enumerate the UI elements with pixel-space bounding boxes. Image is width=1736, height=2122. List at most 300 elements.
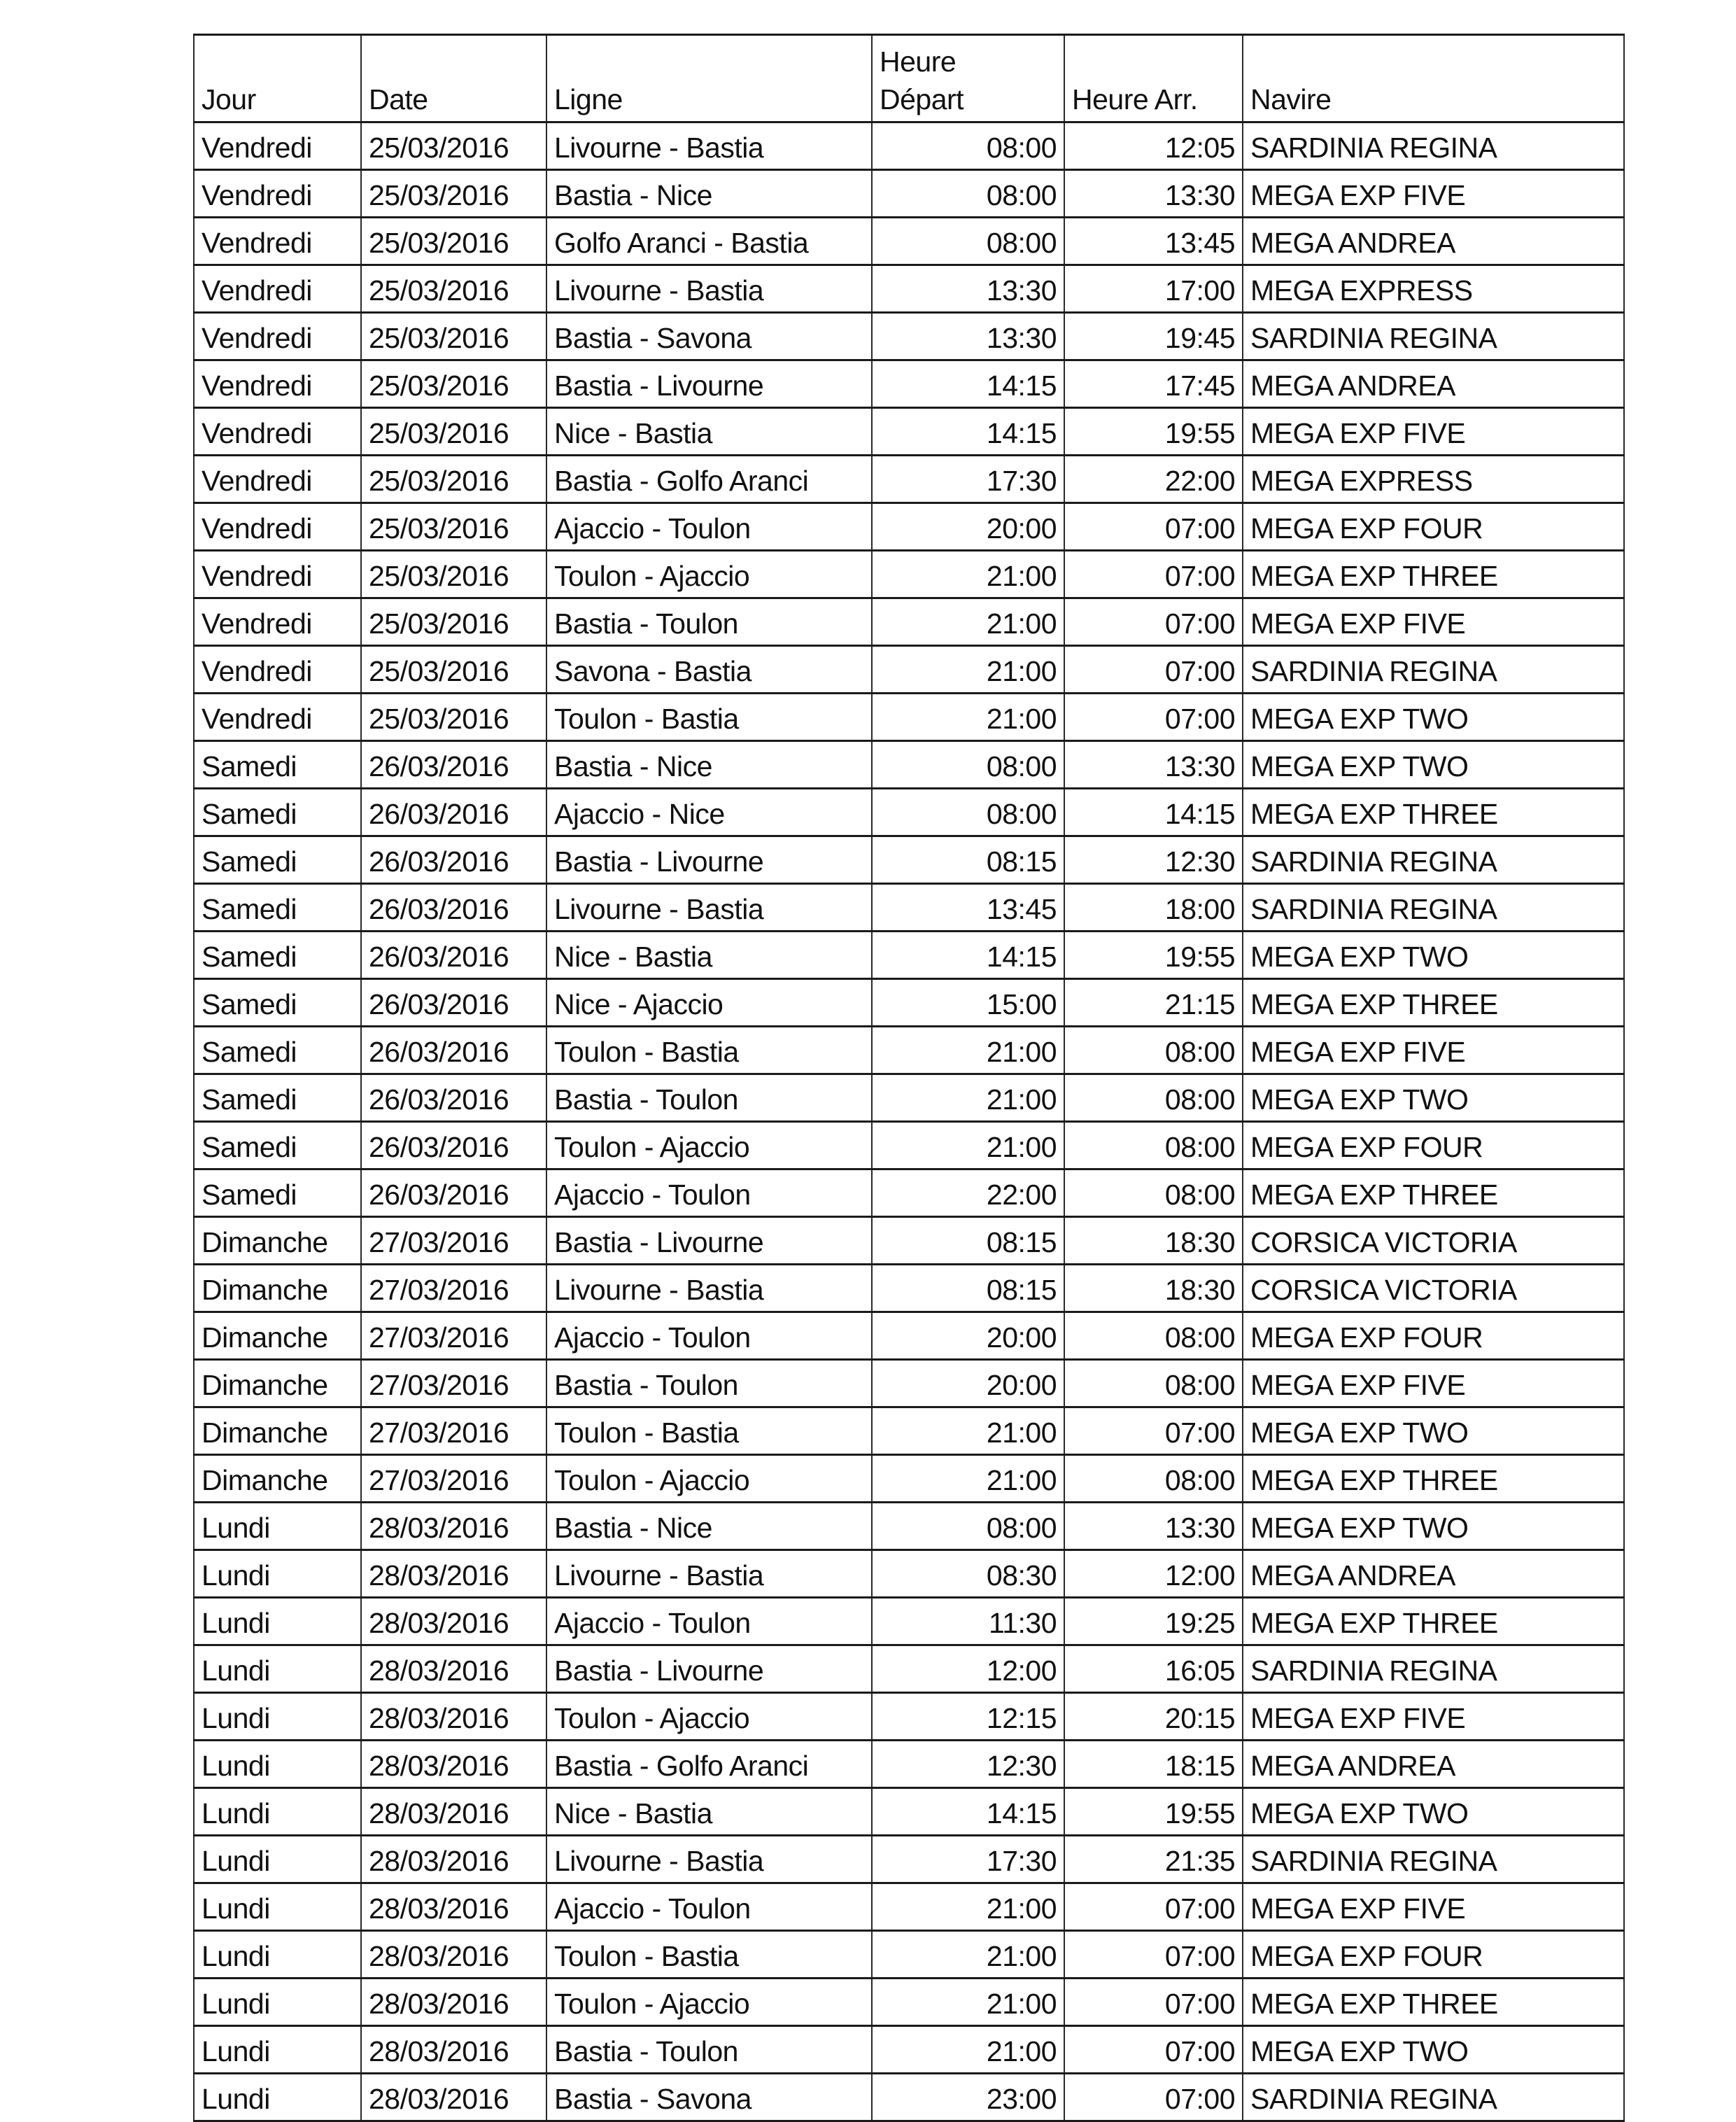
cell-date: 28/03/2016: [361, 1693, 546, 1741]
cell-jour: Vendredi: [194, 646, 361, 694]
cell-heure-arrivee: 08:00: [1064, 1122, 1243, 1169]
cell-ligne: Bastia - Savona: [546, 313, 872, 360]
cell-jour: Lundi: [194, 1741, 361, 1788]
cell-date: 26/03/2016: [361, 1122, 546, 1169]
cell-jour: Vendredi: [194, 503, 361, 551]
cell-ligne: Nice - Ajaccio: [546, 979, 872, 1027]
header-heure-depart: [872, 35, 1064, 122]
cell-heure-arrivee: 07:00: [1064, 2026, 1243, 2074]
cell-heure-arrivee: 21:15: [1064, 979, 1243, 1027]
cell-date: 25/03/2016: [361, 456, 546, 503]
cell-jour: Dimanche: [194, 1360, 361, 1407]
cell-ligne: Toulon - Ajaccio: [546, 1455, 872, 1503]
cell-date: 28/03/2016: [361, 2074, 546, 2121]
cell-navire: SARDINIA REGINA: [1243, 1645, 1624, 1693]
cell-heure-arrivee: 12:05: [1064, 122, 1243, 170]
header-ligne: Ligne: [546, 35, 872, 122]
cell-jour: Dimanche: [194, 1265, 361, 1312]
cell-jour: Vendredi: [194, 265, 361, 313]
cell-ligne: Nice - Bastia: [546, 408, 872, 456]
cell-navire: MEGA EXP FIVE: [1243, 1027, 1624, 1074]
cell-jour: Lundi: [194, 2074, 361, 2121]
cell-jour: Vendredi: [194, 694, 361, 741]
cell-heure-arrivee: 17:45: [1064, 360, 1243, 408]
cell-heure-arrivee: 21:35: [1064, 1836, 1243, 1883]
cell-heure-depart: 21:00: [872, 2026, 1064, 2074]
cell-date: 25/03/2016: [361, 313, 546, 360]
cell-date: 28/03/2016: [361, 1741, 546, 1788]
table-row: [194, 646, 1624, 694]
cell-jour: Samedi: [194, 1027, 361, 1074]
cell-ligne: Bastia - Toulon: [546, 1074, 872, 1122]
cell-heure-depart: 13:30: [872, 313, 1064, 360]
cell-date: 27/03/2016: [361, 1360, 546, 1407]
cell-jour: Vendredi: [194, 313, 361, 360]
cell-heure-depart: 08:00: [872, 741, 1064, 789]
cell-heure-arrivee: 18:00: [1064, 884, 1243, 932]
table-row: [194, 979, 1624, 1027]
cell-date: 25/03/2016: [361, 503, 546, 551]
cell-date: 25/03/2016: [361, 598, 546, 646]
cell-navire: MEGA EXP FOUR: [1243, 1312, 1624, 1360]
cell-date: 25/03/2016: [361, 122, 546, 170]
cell-jour: Vendredi: [194, 122, 361, 170]
cell-heure-arrivee: 07:00: [1064, 598, 1243, 646]
cell-heure-arrivee: 17:00: [1064, 265, 1243, 313]
cell-heure-arrivee: 08:00: [1064, 1360, 1243, 1407]
cell-heure-arrivee: 08:00: [1064, 1027, 1243, 1074]
cell-date: 28/03/2016: [361, 1550, 546, 1598]
cell-ligne: Livourne - Bastia: [546, 265, 872, 313]
cell-navire: MEGA EXP FOUR: [1243, 1931, 1624, 1979]
table-row: [194, 1312, 1624, 1360]
table-row: [194, 1169, 1624, 1217]
cell-date: 28/03/2016: [361, 1931, 546, 1979]
cell-date: 28/03/2016: [361, 1883, 546, 1931]
cell-navire: MEGA EXP TWO: [1243, 694, 1624, 741]
cell-date: 25/03/2016: [361, 265, 546, 313]
cell-ligne: Bastia - Golfo Aranci: [546, 1741, 872, 1788]
table-row: [194, 741, 1624, 789]
cell-date: 25/03/2016: [361, 551, 546, 598]
cell-heure-arrivee: 18:15: [1064, 1741, 1243, 1788]
cell-heure-arrivee: 20:15: [1064, 1693, 1243, 1741]
table-row: [194, 360, 1624, 408]
header-jour: Jour: [194, 35, 361, 122]
cell-ligne: Golfo Aranci - Bastia: [546, 218, 872, 265]
table-row: [194, 1836, 1624, 1883]
cell-date: 26/03/2016: [361, 979, 546, 1027]
cell-date: 26/03/2016: [361, 789, 546, 836]
cell-heure-depart: 14:15: [872, 932, 1064, 979]
cell-date: 25/03/2016: [361, 218, 546, 265]
cell-navire: SARDINIA REGINA: [1243, 122, 1624, 170]
cell-heure-arrivee: 19:55: [1064, 932, 1243, 979]
cell-heure-arrivee: 19:25: [1064, 1598, 1243, 1645]
cell-heure-arrivee: 08:00: [1064, 1455, 1243, 1503]
cell-ligne: Nice - Bastia: [546, 1788, 872, 1836]
table-row: [194, 1122, 1624, 1169]
table-row: [194, 218, 1624, 265]
cell-heure-depart: 20:00: [872, 1312, 1064, 1360]
cell-heure-arrivee: 08:00: [1064, 1074, 1243, 1122]
cell-heure-depart: 08:00: [872, 1503, 1064, 1550]
cell-date: 28/03/2016: [361, 1979, 546, 2026]
cell-heure-depart: 20:00: [872, 503, 1064, 551]
cell-ligne: Ajaccio - Toulon: [546, 1883, 872, 1931]
cell-ligne: Bastia - Livourne: [546, 1645, 872, 1693]
cell-jour: Samedi: [194, 884, 361, 932]
cell-jour: Samedi: [194, 1074, 361, 1122]
table-row: [194, 1027, 1624, 1074]
cell-heure-depart: 12:00: [872, 1645, 1064, 1693]
cell-navire: MEGA EXP THREE: [1243, 1598, 1624, 1645]
cell-navire: MEGA EXPRESS: [1243, 265, 1624, 313]
cell-navire: MEGA EXP FIVE: [1243, 408, 1624, 456]
cell-heure-arrivee: 22:00: [1064, 456, 1243, 503]
cell-heure-depart: 13:30: [872, 265, 1064, 313]
cell-heure-depart: 21:00: [872, 1883, 1064, 1931]
cell-date: 27/03/2016: [361, 1455, 546, 1503]
cell-heure-depart: 14:15: [872, 408, 1064, 456]
cell-jour: Lundi: [194, 1645, 361, 1693]
cell-ligne: Toulon - Bastia: [546, 1027, 872, 1074]
table-row: [194, 884, 1624, 932]
table-row: [194, 1503, 1624, 1550]
cell-date: 26/03/2016: [361, 932, 546, 979]
cell-jour: Vendredi: [194, 456, 361, 503]
cell-heure-arrivee: 19:55: [1064, 408, 1243, 456]
cell-date: 26/03/2016: [361, 884, 546, 932]
cell-heure-depart: 14:15: [872, 1788, 1064, 1836]
table-row: [194, 313, 1624, 360]
cell-ligne: Livourne - Bastia: [546, 1836, 872, 1883]
cell-ligne: Toulon - Bastia: [546, 1407, 872, 1455]
cell-heure-depart: 08:00: [872, 170, 1064, 218]
cell-jour: Samedi: [194, 979, 361, 1027]
ferry-schedule-table: [193, 34, 1625, 2122]
table-row: [194, 1788, 1624, 1836]
table-row: [194, 1693, 1624, 1741]
cell-jour: Lundi: [194, 1931, 361, 1979]
cell-ligne: Toulon - Bastia: [546, 1931, 872, 1979]
cell-navire: MEGA EXP THREE: [1243, 789, 1624, 836]
table-row: [194, 1979, 1624, 2026]
header-heure-arrivee: Heure Arr.: [1064, 35, 1243, 122]
cell-date: 28/03/2016: [361, 1598, 546, 1645]
cell-heure-depart: 21:00: [872, 551, 1064, 598]
table-row: [194, 456, 1624, 503]
cell-navire: MEGA ANDREA: [1243, 1741, 1624, 1788]
cell-navire: MEGA ANDREA: [1243, 218, 1624, 265]
cell-heure-depart: 08:30: [872, 1550, 1064, 1598]
cell-navire: CORSICA VICTORIA: [1243, 1217, 1624, 1265]
cell-navire: MEGA EXP FOUR: [1243, 503, 1624, 551]
cell-navire: SARDINIA REGINA: [1243, 2074, 1624, 2121]
table-row: [194, 1455, 1624, 1503]
cell-jour: Lundi: [194, 1979, 361, 2026]
cell-heure-arrivee: 18:30: [1064, 1217, 1243, 1265]
cell-navire: MEGA ANDREA: [1243, 1550, 1624, 1598]
cell-navire: MEGA EXP TWO: [1243, 2026, 1624, 2074]
cell-heure-depart: 20:00: [872, 1360, 1064, 1407]
cell-ligne: Toulon - Ajaccio: [546, 1693, 872, 1741]
cell-heure-depart: 13:45: [872, 884, 1064, 932]
table-row: [194, 1550, 1624, 1598]
cell-jour: Lundi: [194, 1550, 361, 1598]
cell-heure-depart: 21:00: [872, 1407, 1064, 1455]
cell-date: 27/03/2016: [361, 1265, 546, 1312]
cell-date: 26/03/2016: [361, 1074, 546, 1122]
cell-heure-arrivee: 07:00: [1064, 1979, 1243, 2026]
cell-ligne: Livourne - Bastia: [546, 884, 872, 932]
cell-ligne: Livourne - Bastia: [546, 1265, 872, 1312]
cell-heure-arrivee: 13:30: [1064, 170, 1243, 218]
cell-ligne: Bastia - Savona: [546, 2074, 872, 2121]
table-row: [194, 2026, 1624, 2074]
cell-heure-depart: 21:00: [872, 1979, 1064, 2026]
cell-ligne: Toulon - Bastia: [546, 694, 872, 741]
table-row: [194, 932, 1624, 979]
table-row: [194, 1598, 1624, 1645]
cell-heure-arrivee: 08:00: [1064, 1169, 1243, 1217]
cell-jour: Lundi: [194, 1836, 361, 1883]
cell-date: 27/03/2016: [361, 1407, 546, 1455]
cell-heure-depart: 23:00: [872, 2074, 1064, 2121]
cell-date: 26/03/2016: [361, 1027, 546, 1074]
cell-heure-arrivee: 08:00: [1064, 1312, 1243, 1360]
cell-ligne: Livourne - Bastia: [546, 1550, 872, 1598]
cell-heure-arrivee: 13:30: [1064, 1503, 1243, 1550]
cell-jour: Dimanche: [194, 1217, 361, 1265]
cell-jour: Samedi: [194, 741, 361, 789]
cell-date: 25/03/2016: [361, 646, 546, 694]
cell-heure-depart: 11:30: [872, 1598, 1064, 1645]
cell-date: 27/03/2016: [361, 1217, 546, 1265]
table-row: [194, 836, 1624, 884]
cell-jour: Vendredi: [194, 170, 361, 218]
table-row: [194, 1407, 1624, 1455]
cell-ligne: Livourne - Bastia: [546, 122, 872, 170]
cell-date: 25/03/2016: [361, 694, 546, 741]
table-row: [194, 170, 1624, 218]
cell-navire: SARDINIA REGINA: [1243, 884, 1624, 932]
cell-ligne: Bastia - Toulon: [546, 1360, 872, 1407]
cell-heure-depart: 21:00: [872, 1122, 1064, 1169]
cell-heure-depart: 08:00: [872, 218, 1064, 265]
cell-jour: Lundi: [194, 2026, 361, 2074]
table-row: [194, 598, 1624, 646]
header-date: Date: [361, 35, 546, 122]
table-row: [194, 2074, 1624, 2121]
cell-heure-depart: 12:15: [872, 1693, 1064, 1741]
cell-heure-arrivee: 07:00: [1064, 2074, 1243, 2121]
cell-jour: Dimanche: [194, 1455, 361, 1503]
cell-date: 28/03/2016: [361, 2026, 546, 2074]
cell-date: 28/03/2016: [361, 1836, 546, 1883]
cell-date: 26/03/2016: [361, 741, 546, 789]
cell-date: 28/03/2016: [361, 1503, 546, 1550]
cell-navire: SARDINIA REGINA: [1243, 1836, 1624, 1883]
cell-navire: MEGA EXP FIVE: [1243, 170, 1624, 218]
cell-jour: Lundi: [194, 1693, 361, 1741]
cell-navire: MEGA EXP FIVE: [1243, 1883, 1624, 1931]
cell-heure-arrivee: 07:00: [1064, 551, 1243, 598]
cell-heure-depart: 12:30: [872, 1741, 1064, 1788]
cell-heure-depart: 21:00: [872, 694, 1064, 741]
cell-heure-arrivee: 13:30: [1064, 741, 1243, 789]
cell-heure-depart: 08:15: [872, 1265, 1064, 1312]
cell-ligne: Bastia - Livourne: [546, 836, 872, 884]
cell-heure-arrivee: 19:45: [1064, 313, 1243, 360]
cell-heure-depart: 21:00: [872, 1027, 1064, 1074]
cell-navire: MEGA EXP TWO: [1243, 741, 1624, 789]
cell-jour: Vendredi: [194, 360, 361, 408]
cell-heure-arrivee: 12:00: [1064, 1550, 1243, 1598]
cell-jour: Samedi: [194, 836, 361, 884]
cell-date: 25/03/2016: [361, 360, 546, 408]
cell-ligne: Bastia - Toulon: [546, 2026, 872, 2074]
cell-heure-arrivee: 18:30: [1064, 1265, 1243, 1312]
cell-ligne: Bastia - Livourne: [546, 1217, 872, 1265]
table-row: [194, 1265, 1624, 1312]
cell-ligne: Bastia - Golfo Aranci: [546, 456, 872, 503]
cell-navire: MEGA EXP THREE: [1243, 1979, 1624, 2026]
cell-navire: MEGA EXP FIVE: [1243, 598, 1624, 646]
cell-navire: MEGA EXP FOUR: [1243, 1122, 1624, 1169]
cell-ligne: Savona - Bastia: [546, 646, 872, 694]
cell-heure-arrivee: 07:00: [1064, 1407, 1243, 1455]
header-row: [194, 35, 1624, 122]
cell-navire: MEGA EXP THREE: [1243, 551, 1624, 598]
cell-date: 25/03/2016: [361, 170, 546, 218]
cell-ligne: Ajaccio - Toulon: [546, 1169, 872, 1217]
cell-heure-depart: 17:30: [872, 1836, 1064, 1883]
table-row: [194, 1074, 1624, 1122]
cell-heure-depart: 14:15: [872, 360, 1064, 408]
cell-jour: Vendredi: [194, 598, 361, 646]
table-row: [194, 1217, 1624, 1265]
cell-ligne: Ajaccio - Toulon: [546, 1312, 872, 1360]
cell-date: 27/03/2016: [361, 1312, 546, 1360]
cell-ligne: Nice - Bastia: [546, 932, 872, 979]
cell-navire: MEGA EXP THREE: [1243, 1455, 1624, 1503]
cell-navire: MEGA EXP FIVE: [1243, 1360, 1624, 1407]
cell-ligne: Bastia - Livourne: [546, 360, 872, 408]
cell-jour: Lundi: [194, 1788, 361, 1836]
cell-navire: MEGA EXP TWO: [1243, 1074, 1624, 1122]
cell-heure-depart: 08:00: [872, 122, 1064, 170]
cell-heure-arrivee: 07:00: [1064, 1883, 1243, 1931]
cell-navire: MEGA EXP THREE: [1243, 1169, 1624, 1217]
cell-heure-arrivee: 14:15: [1064, 789, 1243, 836]
cell-ligne: Bastia - Nice: [546, 1503, 872, 1550]
cell-heure-depart: 21:00: [872, 1931, 1064, 1979]
cell-navire: MEGA EXP FIVE: [1243, 1693, 1624, 1741]
cell-navire: SARDINIA REGINA: [1243, 646, 1624, 694]
cell-date: 26/03/2016: [361, 1169, 546, 1217]
cell-jour: Vendredi: [194, 408, 361, 456]
cell-date: 28/03/2016: [361, 1645, 546, 1693]
cell-ligne: Toulon - Ajaccio: [546, 1979, 872, 2026]
cell-jour: Dimanche: [194, 1312, 361, 1360]
cell-jour: Dimanche: [194, 1407, 361, 1455]
cell-jour: Samedi: [194, 932, 361, 979]
table-row: [194, 503, 1624, 551]
cell-navire: MEGA EXP TWO: [1243, 1788, 1624, 1836]
cell-ligne: Bastia - Toulon: [546, 598, 872, 646]
cell-navire: MEGA EXP TWO: [1243, 1503, 1624, 1550]
cell-jour: Samedi: [194, 1169, 361, 1217]
cell-heure-arrivee: 13:45: [1064, 218, 1243, 265]
cell-jour: Lundi: [194, 1598, 361, 1645]
cell-date: 25/03/2016: [361, 408, 546, 456]
table-row: [194, 1931, 1624, 1979]
cell-date: 28/03/2016: [361, 1788, 546, 1836]
table-row: [194, 122, 1624, 170]
cell-ligne: Bastia - Nice: [546, 741, 872, 789]
cell-heure-depart: 21:00: [872, 1074, 1064, 1122]
header-navire: Navire: [1243, 35, 1624, 122]
cell-jour: Lundi: [194, 1503, 361, 1550]
cell-ligne: Toulon - Ajaccio: [546, 1122, 872, 1169]
cell-navire: MEGA EXP THREE: [1243, 979, 1624, 1027]
table-row: [194, 408, 1624, 456]
cell-heure-arrivee: 19:55: [1064, 1788, 1243, 1836]
table-row: [194, 551, 1624, 598]
header-heure-depart-line1: Heure: [880, 45, 957, 78]
cell-date: 26/03/2016: [361, 836, 546, 884]
cell-jour: Vendredi: [194, 551, 361, 598]
cell-navire: MEGA EXP TWO: [1243, 1407, 1624, 1455]
cell-heure-depart: 22:00: [872, 1169, 1064, 1217]
cell-navire: MEGA EXP TWO: [1243, 932, 1624, 979]
cell-navire: CORSICA VICTORIA: [1243, 1265, 1624, 1312]
table-row: [194, 265, 1624, 313]
cell-jour: Samedi: [194, 1122, 361, 1169]
cell-heure-arrivee: 16:05: [1064, 1645, 1243, 1693]
cell-ligne: Toulon - Ajaccio: [546, 551, 872, 598]
table-row: [194, 694, 1624, 741]
cell-heure-depart: 08:00: [872, 789, 1064, 836]
cell-jour: Lundi: [194, 1883, 361, 1931]
cell-heure-arrivee: 12:30: [1064, 836, 1243, 884]
cell-jour: Samedi: [194, 789, 361, 836]
table-row: [194, 1360, 1624, 1407]
cell-heure-depart: 17:30: [872, 456, 1064, 503]
cell-heure-depart: 21:00: [872, 598, 1064, 646]
cell-navire: SARDINIA REGINA: [1243, 836, 1624, 884]
cell-heure-depart: 21:00: [872, 646, 1064, 694]
cell-heure-depart: 08:15: [872, 836, 1064, 884]
cell-heure-depart: 08:15: [872, 1217, 1064, 1265]
cell-ligne: Ajaccio - Toulon: [546, 1598, 872, 1645]
cell-heure-arrivee: 07:00: [1064, 646, 1243, 694]
table-row: [194, 1883, 1624, 1931]
schedule-body: [194, 122, 1624, 2121]
cell-heure-arrivee: 07:00: [1064, 503, 1243, 551]
cell-ligne: Ajaccio - Nice: [546, 789, 872, 836]
cell-heure-arrivee: 07:00: [1064, 1931, 1243, 1979]
cell-ligne: Bastia - Nice: [546, 170, 872, 218]
cell-navire: MEGA EXPRESS: [1243, 456, 1624, 503]
table-row: [194, 1741, 1624, 1788]
table-row: [194, 1645, 1624, 1693]
table-row: [194, 789, 1624, 836]
cell-navire: SARDINIA REGINA: [1243, 313, 1624, 360]
cell-jour: Vendredi: [194, 218, 361, 265]
cell-navire: MEGA ANDREA: [1243, 360, 1624, 408]
